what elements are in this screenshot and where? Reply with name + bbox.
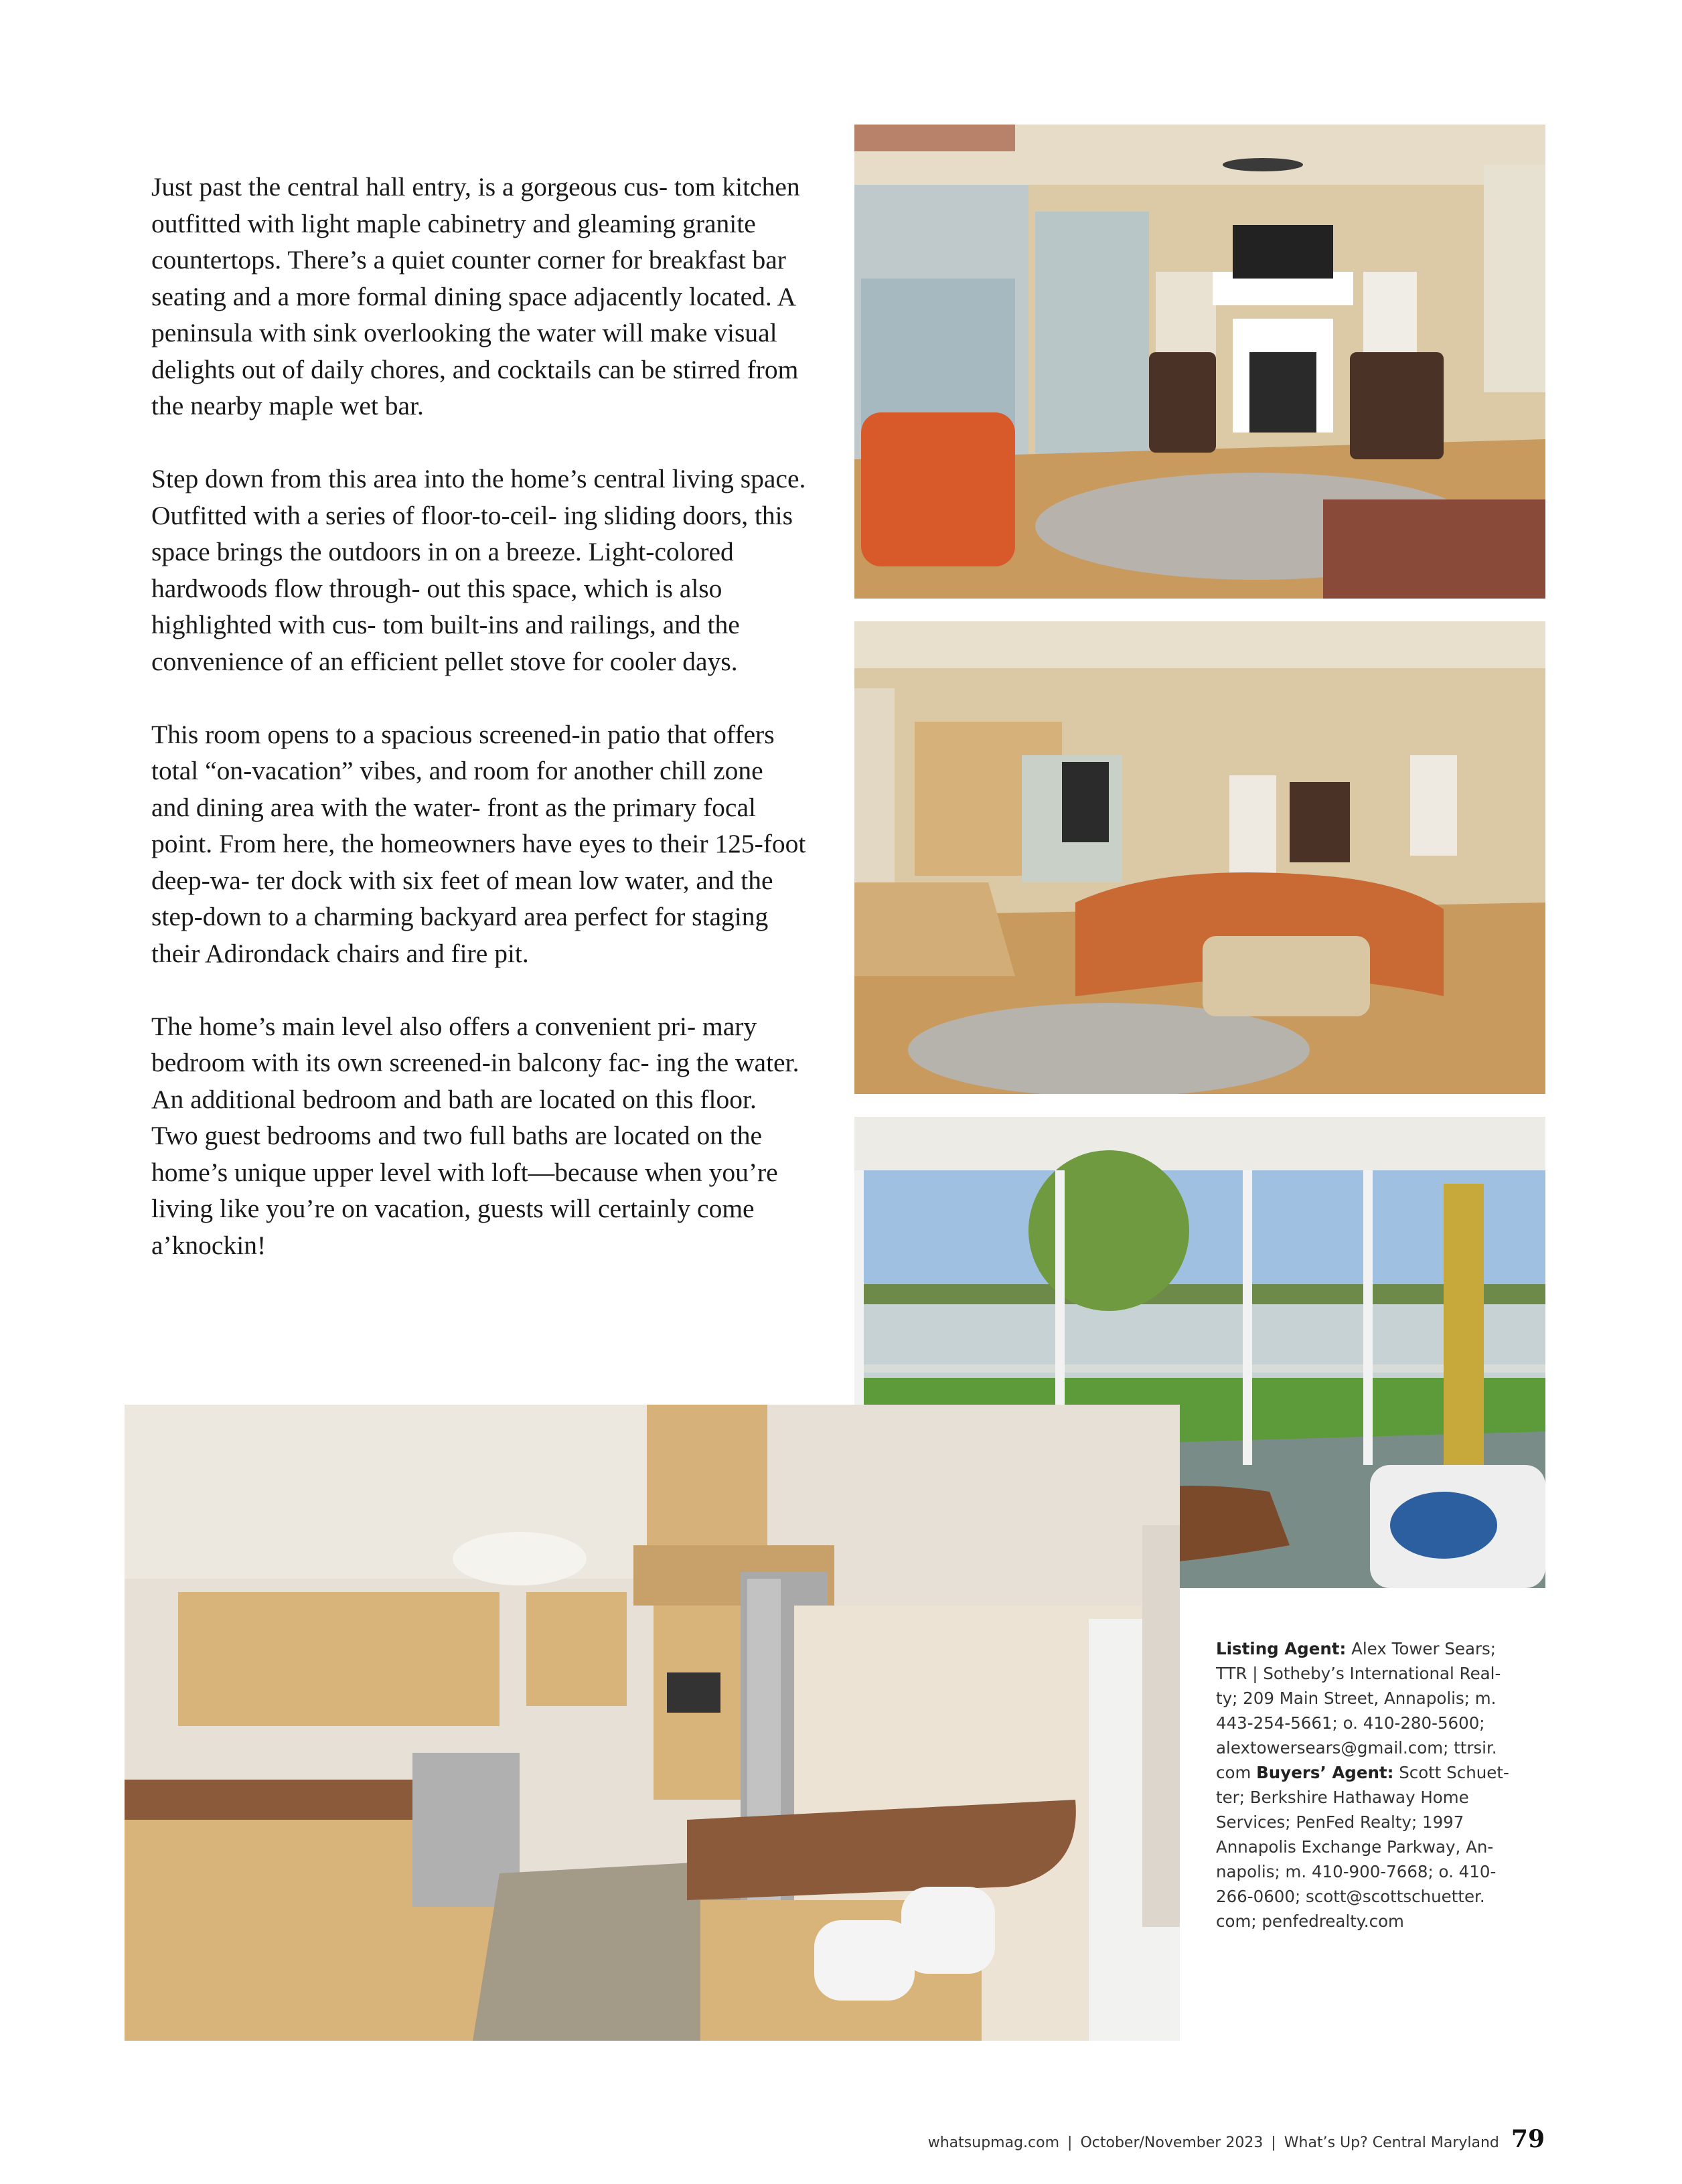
- listing-agent-text: Alex Tower Sears; TTR | Sotheby’s International Real- ty; 209 Main Street, Annapolis; m. 443-254-5661; o. 410-280-5600; alextowersears@gmail.com; ttrsir. com: [1216, 1639, 1501, 1782]
- footer-separator: |: [1271, 2134, 1276, 2151]
- footer-site: whatsupmag.com: [927, 2134, 1060, 2151]
- listing-agent-label: Listing Agent:: [1216, 1639, 1347, 1658]
- photo-kitchen: [125, 1405, 1180, 2041]
- footer-separator: |: [1067, 2134, 1073, 2151]
- page-number: 79: [1511, 2125, 1545, 2153]
- buyers-agent-text: Scott Schuet- ter; Berkshire Hathaway Home Services; PenFed Realty; 1997 Annapolis Exchange Parkway, An- napolis; m. 410-900-7668; o. 410- 266-0600; scott@scottschuetter. com; penfedrealty.com: [1216, 1763, 1509, 1931]
- paragraph-screened-patio: This room opens to a spacious screened-in patio that offers total “on-vacation” vibes, and room for another chill zone and dining area with the water- front as the primary focal point. From here, the homeowners have eyes to their 125-foot deep-wa- ter dock with six feet of mean low water, and the step-down to a charming backyard area perfect for staging their Adirondack chairs and fire pit.: [151, 719, 806, 968]
- footer-issue: October/November 2023: [1080, 2134, 1264, 2151]
- paragraph-living-space: Step down from this area into the home’s central living space. Outfitted with a series of floor-to-ceil- ing sliding doors, this space brings the outdoors in on a breeze. Light-colored hardwoods flow through- out this space, which is also highlighted with cus- tom built-ins and railings, and the convenience of an efficient pellet stove for cooler days.: [151, 464, 806, 676]
- photo-living-room-sectional: [854, 621, 1545, 1094]
- paragraph-kitchen: Just past the central hall entry, is a gorgeous cus- tom kitchen outfitted with light maple cabinetry and gleaming granite countertops. There’s a quiet counter corner for breakfast bar seating and a more formal dining space adjacently located. A peninsula with sink overlooking the water will make visual delights out of daily chores, and cocktails can be stirred from the nearby maple wet bar.: [151, 172, 800, 420]
- photo-living-room-fireplace: [854, 125, 1545, 599]
- footer-publication: What’s Up? Central Maryland: [1284, 2134, 1499, 2151]
- article-body: [151, 169, 808, 1300]
- page-footer: [928, 2125, 1545, 2153]
- paragraph-bedrooms: The home’s main level also offers a convenient pri- mary bedroom with its own screened-in balcony fac- ing the water. An additional bedroom and bath are located on this floor. Two guest bedrooms and two full baths are located on the home’s unique upper level with loft—because when you’re living like you’re on vacation, guests will certainly come a’knockin!: [151, 1011, 799, 1260]
- buyers-agent-label: Buyers’ Agent:: [1256, 1763, 1394, 1782]
- agent-credits: [1216, 1636, 1511, 1934]
